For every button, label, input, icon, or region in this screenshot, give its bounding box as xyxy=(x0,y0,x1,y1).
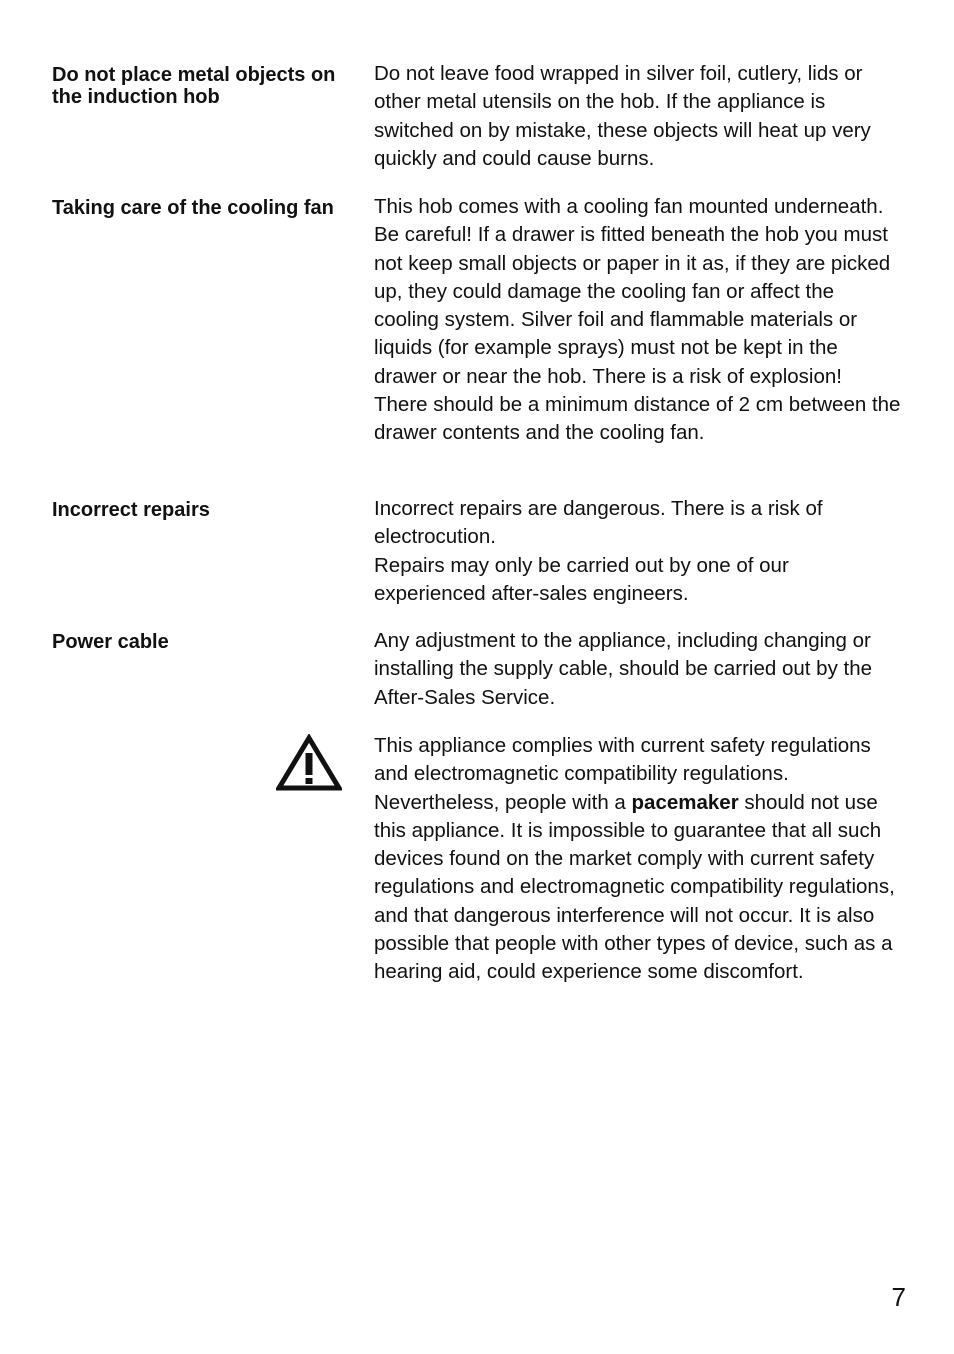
section-heading: Taking care of the cooling fan xyxy=(52,197,334,219)
emphasis-pacemaker: pacemaker xyxy=(631,790,739,814)
section-body xyxy=(374,193,904,448)
section-heading: Power cable xyxy=(52,631,169,653)
section-body xyxy=(374,627,904,712)
warning-triangle-icon xyxy=(276,734,342,792)
paragraph: There should be a minimum distance of 2 cm between the drawer contents and the cooling fan. xyxy=(374,393,901,445)
paragraph: This hob comes with a cooling fan mounted underneath. Be careful! If a drawer is fitted beneath the hob you must not keep small objects or paper in it as, if they are picked up, they could damage the cooling fan or affect the cooling system. Silver foil and flammable materials or liquids (for example sprays) must not be kept in the drawer or near the hob. There is a risk of explosion! xyxy=(374,195,891,388)
section-heading: Do not place metal objects on the induction hob xyxy=(52,64,336,108)
paragraph: Incorrect repairs are dangerous. There is a risk of electrocution. xyxy=(374,497,823,549)
paragraph: Repairs may only be carried out by one of our experienced after-sales engineers. xyxy=(374,553,789,605)
paragraph xyxy=(374,789,904,987)
section-heading: Incorrect repairs xyxy=(52,499,210,521)
warning-body xyxy=(374,732,904,987)
paragraph: This appliance complies with current safety regulations and electromagnetic compatibility regulations. xyxy=(374,734,871,786)
page-number: 7 xyxy=(891,1282,906,1312)
paragraph: Do not leave food wrapped in silver foil, cutlery, lids or other metal utensils on the hob. If the appliance is switched on by mistake, these objects will heat up very quickly and could cause burns. xyxy=(374,62,871,170)
text-span: Nevertheless, people with a xyxy=(374,790,632,814)
text-span: should not use this appliance. It is impossible to guarantee that all such devices found on the market comply with current safety regulations and electromagnetic compatibility regulations, and that dangerous interference will not occur. It is also possible that people with other types of device, such as a hearing aid, could experience some discomfort. xyxy=(374,790,895,984)
section-body xyxy=(374,495,904,608)
section-body xyxy=(374,60,904,173)
paragraph: Any adjustment to the appliance, including changing or installing the supply cable, should be carried out by the After-Sales Service. xyxy=(374,629,873,709)
